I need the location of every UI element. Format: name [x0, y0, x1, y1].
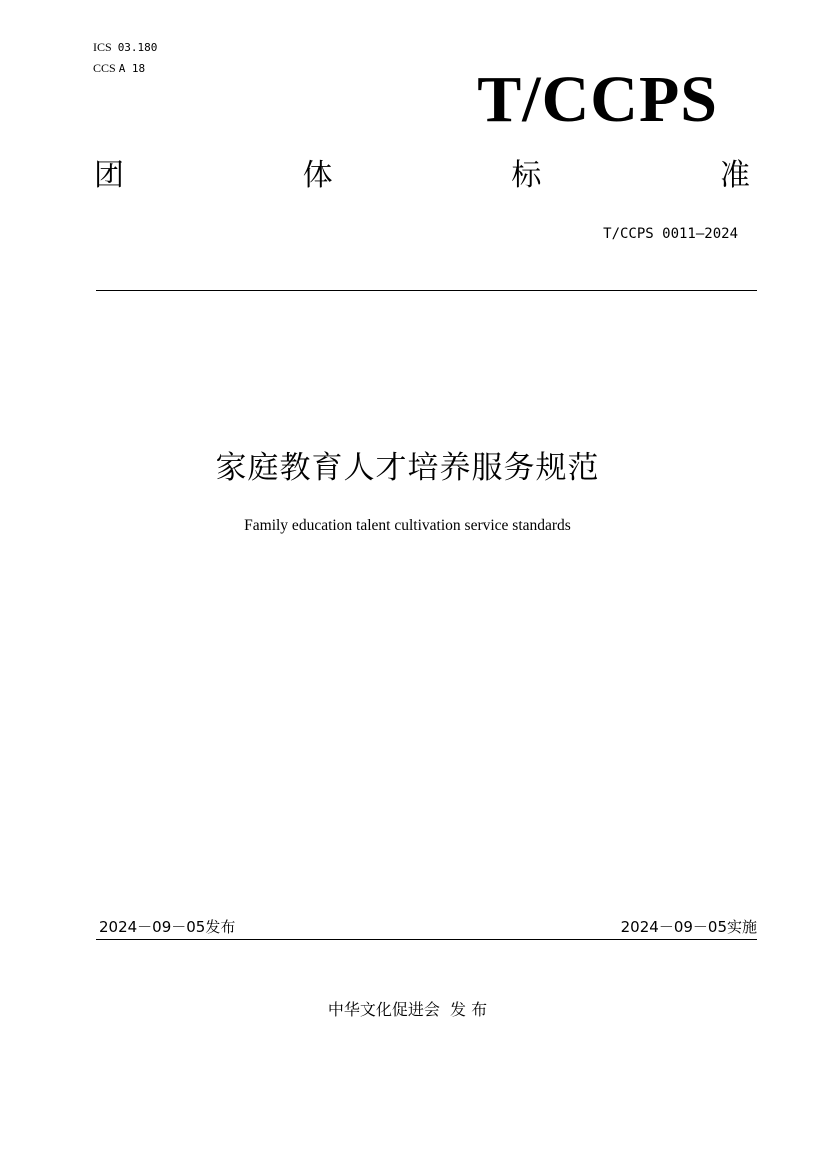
ccs-code: A 18 — [118, 62, 146, 75]
standard-type-char: 体 — [302, 158, 333, 193]
publish-date: 2024－09－05发布 — [99, 918, 236, 936]
standard-number: T/CCPS 0011—2024 — [603, 226, 738, 242]
publisher: 中华文化促进会 发 布 — [327, 1000, 488, 1019]
organization-code: T/CCPS — [477, 63, 718, 136]
footer-divider — [96, 939, 757, 940]
ccs-classification — [93, 61, 145, 76]
ics-code: 03.180 — [117, 41, 158, 54]
document-title-chinese: 家庭教育人才培养服务规范 — [215, 450, 600, 486]
ics-classification — [93, 40, 157, 55]
ics-label: ICS — [93, 40, 112, 54]
ccs-label: CCS — [93, 61, 116, 75]
document-title-english: Family education talent cultivation service standards — [244, 517, 571, 534]
standard-type-char: 标 — [511, 158, 542, 193]
standard-type-char: 团 — [94, 158, 124, 193]
header-divider — [96, 290, 757, 291]
effective-date: 2024－09－05实施 — [620, 918, 757, 936]
standard-type — [94, 156, 750, 196]
standard-type-char: 准 — [719, 158, 750, 193]
